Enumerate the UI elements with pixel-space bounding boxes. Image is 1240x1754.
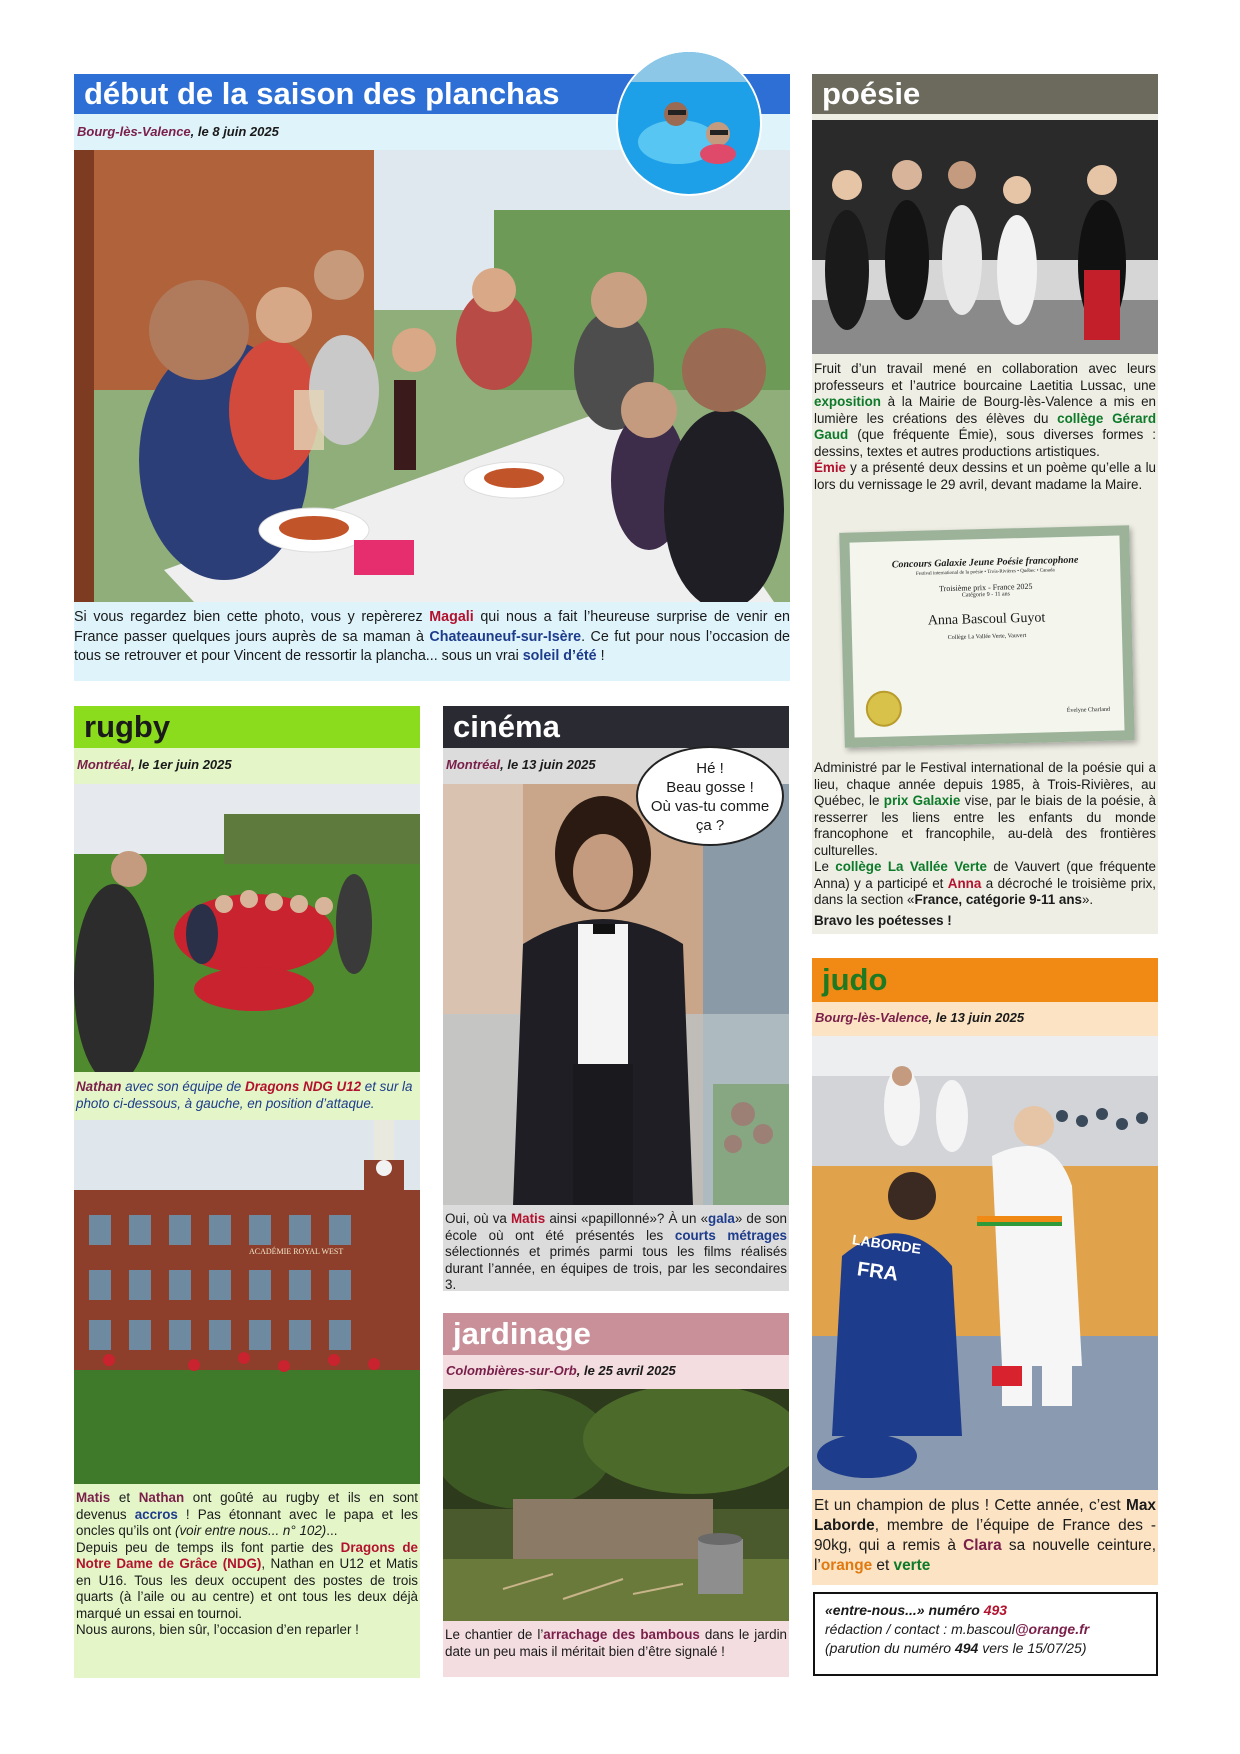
poesie-photo: [812, 120, 1158, 354]
planchas-dateline: Bourg-lès-Valence, le 8 juin 2025: [77, 124, 279, 139]
next-issue-line: (parution du numéro 494 vers le 15/07/25): [825, 1640, 1087, 1656]
cinema-header: [443, 706, 789, 748]
certificate-title: Concours Galaxie Jeune Poésie francophone: [891, 554, 1079, 571]
judo-section: [812, 958, 1158, 1585]
rugby-text: Matis et Nathan ont goûté au rugby et ils en sont devenus accros ! Pas étonnant avec le papa et les oncles qu’ils ont (voir entre nous... n° 102)... Depuis peu de temps ils font partie des Dragons de Notre Dame de Grâce (NDG), Nathan en U12 et Matis en U16. Tous les deux occupent des postes de trois quarts (à l’aile ou au centre) et ont tous les deux déjà marqué un essai en tournoi. Nous aurons, bien sûr, l’occasion d’en reparler !: [76, 1490, 419, 1637]
jardinage-header: [443, 1313, 789, 1355]
certificate-school: Collège La Vallée Verte, Vauvert: [947, 632, 1027, 642]
rugby-school-photo: [74, 1120, 420, 1484]
jardinage-section: [443, 1313, 789, 1677]
cinema-dateline: Montréal, le 13 juin 2025: [446, 757, 596, 772]
certificate: [839, 525, 1135, 748]
poesie-section: [812, 74, 1158, 934]
jardinage-title: jardinage: [453, 1316, 591, 1351]
jardinage-dateline: Colombières-sur-Orb, le 25 avril 2025: [446, 1363, 676, 1378]
cinema-text: Oui, où va Matis ainsi «papillonné»? À un «gala» de son école où ont été présentés les courts métrages sélectionnés et primés parmi tous les films réalisés durant l’année, en équipes de trois, par les secondaires 3.: [445, 1211, 788, 1292]
certificate-subtitle: Festival international de la poésie • Trois-Rivières • Québec • Canada: [915, 568, 1055, 577]
family-table-photo: [74, 150, 790, 602]
judo-photo: [812, 1036, 1158, 1490]
poesie-title: poésie: [822, 76, 921, 111]
jardinage-photo: [443, 1389, 789, 1621]
speech-bubble: Hé ! Beau gosse ! Où vas-tu comme ça ?: [636, 746, 784, 846]
rugby-title: rugby: [84, 709, 171, 744]
rugby-header: [74, 706, 420, 748]
certificate-seal-icon: [865, 690, 902, 727]
poesie-header: [812, 74, 1158, 114]
judo-dateline: Bourg-lès-Valence, le 13 juin 2025: [815, 1010, 1025, 1025]
footer-box: [813, 1592, 1158, 1676]
judo-header: [812, 958, 1158, 1002]
school-sign: ACADÉMIE ROYAL WEST: [249, 1247, 344, 1256]
rugby-dateline: Montréal, le 1er juin 2025: [77, 757, 232, 772]
planchas-photo: [74, 150, 790, 602]
certificate-prize: Troisième prix - France 2025: [938, 581, 1033, 594]
jersey-name: LABORDE: [851, 1231, 923, 1257]
certificate-name: Anna Bascoul Guyot: [927, 610, 1046, 629]
poesie-text-2: Administré par le Festival international de la poésie qui a lieu, chaque année depuis 1985, à Trois-Rivières, au Québec, le prix Galaxie vise, par le biais de la poésie, à resserrer les liens entre les enfants du monde francophone et francophile, au-delà des frontières culturelles. Le collège La Vallée Verte de Vauvert (que fréquente Anna) y a participé et Anna a décroché le troisième prix, dans la section «France, catégorie 9-11 ans». Bravo les poétesses !: [814, 760, 1156, 928]
rugby-team-photo: [74, 784, 420, 1072]
certificate-signature: Évelyne Charland: [1066, 706, 1111, 714]
poesie-text-1: Fruit d’un travail mené en collaboration avec leurs professeurs et l’autrice bourcaine Laetitia Lussac, une exposition à la Mairie de Bourg-lès-Valence a mis en lumière les créations des élèves du collège Gérard Gaud (que fréquente Émie), sous diverses formes : dessins, textes et autres productions artistiques. Émie y a présenté deux dessins et un poème qu’elle a lu lors du vernissage le 29 avril, devant madame la Maire.: [814, 361, 1156, 492]
certificate-category: Catégorie 9 - 11 ans: [961, 591, 1011, 599]
jersey-country: FRA: [855, 1258, 900, 1286]
cinema-section: [443, 706, 789, 1291]
contact-line: rédaction / contact : m.bascoul@orange.fr: [825, 1621, 1090, 1637]
pool-circle-photo: [616, 50, 762, 196]
issue-line: «entre-nous...» numéro 493: [825, 1602, 1008, 1618]
jardinage-text: Le chantier de l’arrachage des bambous dans le jardin date un peu mais il méritait bien d’être signalé !: [445, 1627, 787, 1659]
planchas-text: Si vous regardez bien cette photo, vous y repèrerez Magali qui nous a fait l’heureuse surprise de venir en France passer quelques jours auprès de sa maman à Chateauneuf-sur-Isère. Ce fut pour nous l’occasion de tous se retrouver et pour Vincent de ressortir la plancha... sous un vrai soleil d’été !: [74, 609, 790, 664]
rugby-section: [74, 706, 420, 1678]
judo-title: judo: [822, 962, 888, 997]
cinema-title: cinéma: [453, 709, 560, 744]
judo-text: Et un champion de plus ! Cette année, c’est Max Laborde, membre de l’équipe de France des - 90kg, qui a remis à Clara sa nouvelle ceinture, l’orange et verte: [814, 1497, 1157, 1574]
rugby-caption: Nathan avec son équipe de Dragons NDG U12 et sur la photo ci-dessous, à gauche, en position d’attaque.: [76, 1079, 413, 1111]
planchas-title: début de la saison des planchas: [84, 76, 560, 111]
cinema-photo: [443, 784, 789, 1205]
